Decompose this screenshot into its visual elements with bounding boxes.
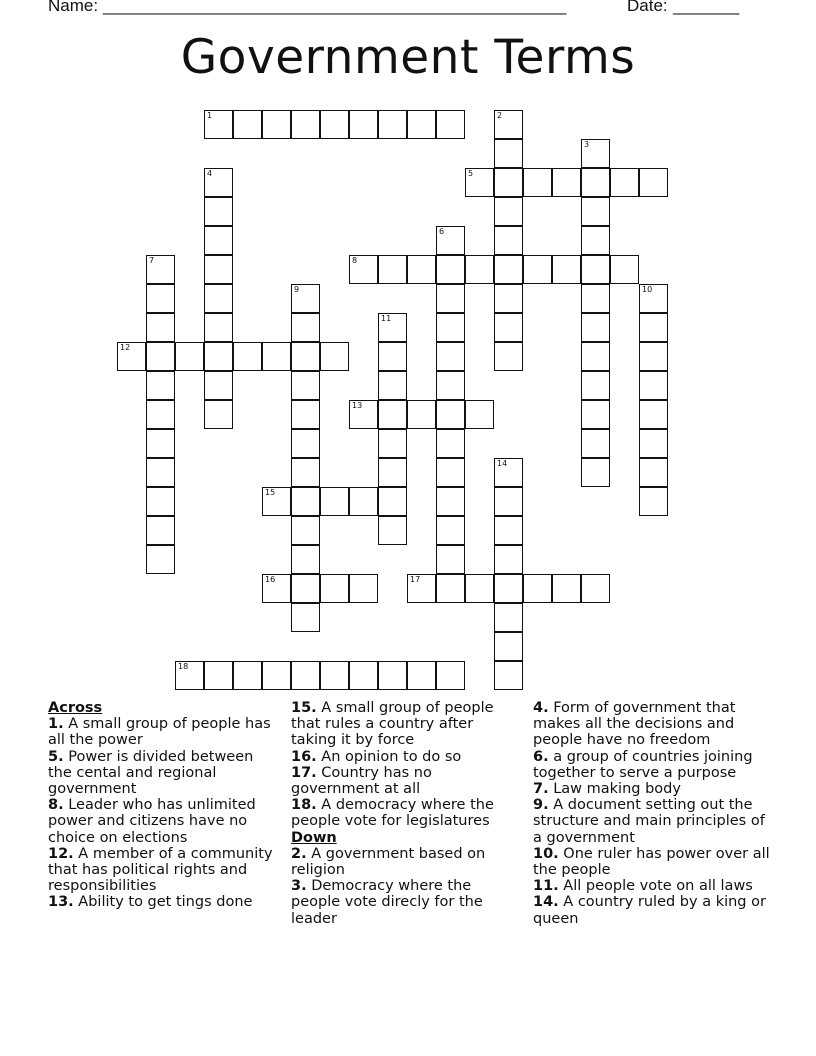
grid-cell[interactable]	[291, 574, 320, 603]
clue-number: 2.	[291, 845, 307, 862]
down-clue-list-continued	[533, 700, 773, 927]
date-label: Date:	[627, 0, 668, 15]
grid-cell[interactable]	[204, 661, 233, 690]
grid-cell[interactable]	[436, 255, 465, 284]
grid-cell[interactable]	[291, 342, 320, 371]
grid-cell[interactable]	[581, 400, 610, 429]
cell-number: 15	[265, 488, 276, 497]
grid-cell[interactable]	[581, 371, 610, 400]
grid-cell[interactable]	[610, 168, 639, 197]
grid-cell[interactable]	[494, 255, 523, 284]
cell-number: 12	[120, 343, 131, 352]
clue-item	[291, 878, 521, 927]
clue-number: 3.	[291, 878, 307, 895]
grid-cell[interactable]	[204, 168, 233, 197]
clue-number: 11.	[533, 878, 559, 895]
clue-item	[533, 781, 773, 797]
grid-cell[interactable]	[349, 574, 378, 603]
grid-cell[interactable]	[233, 661, 262, 690]
cell-number: 11	[381, 314, 392, 323]
clue-number: 8.	[48, 797, 64, 814]
grid-cell[interactable]	[436, 545, 465, 574]
grid-cell[interactable]	[436, 458, 465, 487]
grid-cell[interactable]	[320, 342, 349, 371]
clue-item	[48, 846, 278, 895]
grid-cell[interactable]	[581, 139, 610, 168]
grid-cell[interactable]	[204, 110, 233, 139]
grid-cell[interactable]	[494, 574, 523, 603]
grid-cell[interactable]	[262, 487, 291, 516]
grid-cell[interactable]	[436, 400, 465, 429]
grid-cell[interactable]	[146, 371, 175, 400]
grid-cell[interactable]	[378, 110, 407, 139]
clue-number: 15.	[291, 700, 317, 716]
grid-cell[interactable]	[494, 110, 523, 139]
grid-cell[interactable]	[291, 284, 320, 313]
grid-cell[interactable]	[378, 400, 407, 429]
grid-cell[interactable]	[262, 574, 291, 603]
grid-cell[interactable]	[291, 110, 320, 139]
grid-cell[interactable]	[320, 110, 349, 139]
clue-number: 18.	[291, 797, 317, 814]
grid-cell[interactable]	[378, 313, 407, 342]
cell-number: 3	[584, 140, 590, 149]
grid-cell[interactable]	[146, 487, 175, 516]
grid-cell[interactable]	[639, 342, 668, 371]
grid-cell[interactable]	[291, 313, 320, 342]
down-clue-list	[291, 846, 521, 927]
grid-cell[interactable]	[407, 110, 436, 139]
grid-cell[interactable]	[552, 574, 581, 603]
clue-item	[48, 797, 278, 846]
grid-cell[interactable]	[175, 661, 204, 690]
clue-item	[533, 797, 773, 846]
grid-cell[interactable]	[436, 516, 465, 545]
clue-number: 6.	[533, 748, 549, 765]
cell-number: 18	[178, 662, 189, 671]
grid-cell[interactable]	[291, 458, 320, 487]
grid-cell[interactable]	[581, 313, 610, 342]
grid-cell[interactable]	[523, 574, 552, 603]
grid-cell[interactable]	[320, 487, 349, 516]
grid-cell[interactable]	[291, 371, 320, 400]
clue-item	[48, 894, 278, 910]
grid-cell[interactable]	[436, 284, 465, 313]
cell-number: 17	[410, 575, 421, 584]
grid-cell[interactable]	[146, 313, 175, 342]
grid-cell[interactable]	[494, 226, 523, 255]
clues-column-1	[48, 700, 278, 911]
clue-number: 16.	[291, 748, 317, 765]
grid-cell[interactable]	[349, 487, 378, 516]
grid-cell[interactable]	[465, 168, 494, 197]
clue-item	[291, 749, 521, 765]
grid-cell[interactable]	[436, 110, 465, 139]
clue-text: All people vote on all laws	[558, 878, 753, 895]
grid-cell[interactable]	[204, 400, 233, 429]
clue-text: A document setting out the structure and main principles of a government	[533, 797, 765, 846]
down-heading: Down	[291, 829, 337, 846]
grid-cell[interactable]	[436, 574, 465, 603]
across-heading: Across	[48, 700, 103, 716]
grid-cell[interactable]	[233, 110, 262, 139]
cell-number: 14	[497, 459, 508, 468]
grid-cell[interactable]	[494, 284, 523, 313]
grid-cell[interactable]	[639, 284, 668, 313]
clue-text: A democracy where the people vote for legislatures	[291, 797, 494, 830]
clue-item	[533, 894, 773, 926]
grid-cell[interactable]	[639, 429, 668, 458]
grid-cell[interactable]	[436, 226, 465, 255]
grid-cell[interactable]	[204, 342, 233, 371]
clue-number: 12.	[48, 845, 74, 862]
grid-cell[interactable]	[639, 458, 668, 487]
grid-cell[interactable]	[146, 516, 175, 545]
grid-cell[interactable]	[494, 458, 523, 487]
grid-cell[interactable]	[204, 284, 233, 313]
grid-cell[interactable]	[639, 168, 668, 197]
cell-number: 9	[294, 285, 300, 294]
grid-cell[interactable]	[552, 255, 581, 284]
across-clue-list-continued	[291, 700, 521, 830]
clue-text: A small group of people that rules a country after taking it by force	[291, 700, 494, 749]
grid-cell[interactable]	[436, 342, 465, 371]
clue-number: 7.	[533, 781, 549, 798]
clue-text: An opinion to do so	[316, 748, 462, 765]
grid-cell[interactable]	[494, 487, 523, 516]
cell-number: 4	[207, 169, 213, 178]
clues-column-2	[291, 700, 521, 927]
cell-number: 10	[642, 285, 653, 294]
cell-number: 5	[468, 169, 474, 178]
grid-cell[interactable]	[436, 487, 465, 516]
grid-cell[interactable]	[494, 197, 523, 226]
grid-cell[interactable]	[494, 139, 523, 168]
clue-text: A government based on religion	[291, 845, 486, 879]
grid-cell[interactable]	[349, 110, 378, 139]
grid-cell[interactable]	[639, 313, 668, 342]
clue-item	[291, 700, 521, 749]
grid-cell[interactable]	[320, 661, 349, 690]
grid-cell[interactable]	[146, 342, 175, 371]
grid-cell[interactable]	[465, 255, 494, 284]
page-title: Government Terms	[180, 30, 636, 85]
grid-cell[interactable]	[204, 371, 233, 400]
across-clue-list	[48, 716, 278, 910]
grid-cell[interactable]	[204, 255, 233, 284]
clue-number: 13.	[48, 894, 74, 911]
clue-text: One ruler has power over all the people	[533, 845, 770, 879]
grid-cell[interactable]	[581, 168, 610, 197]
grid-cell[interactable]	[407, 255, 436, 284]
grid-cell[interactable]	[436, 429, 465, 458]
grid-cell[interactable]	[291, 487, 320, 516]
grid-cell[interactable]	[639, 487, 668, 516]
clue-text: a group of countries joining together to serve a purpose	[533, 748, 753, 781]
grid-cell[interactable]	[407, 400, 436, 429]
clue-text: A country ruled by a king or queen	[533, 894, 766, 927]
clue-item	[533, 846, 773, 878]
clue-text: Democracy where the people vote direcly for the leader	[291, 878, 483, 927]
clue-item	[533, 878, 773, 894]
clue-item	[291, 765, 521, 797]
cell-number: 16	[265, 575, 276, 584]
clue-item	[48, 716, 278, 748]
grid-cell[interactable]	[581, 342, 610, 371]
grid-cell[interactable]	[320, 574, 349, 603]
grid-cell[interactable]	[494, 603, 523, 632]
cell-number: 6	[439, 227, 445, 236]
clue-item	[291, 846, 521, 878]
grid-cell[interactable]	[523, 255, 552, 284]
grid-cell[interactable]	[436, 371, 465, 400]
clue-item	[48, 749, 278, 798]
grid-cell[interactable]	[233, 342, 262, 371]
grid-cell[interactable]	[581, 284, 610, 313]
grid-cell[interactable]	[610, 255, 639, 284]
clue-number: 14.	[533, 894, 559, 911]
grid-cell[interactable]	[291, 603, 320, 632]
cell-number: 1	[207, 111, 213, 120]
grid-cell[interactable]	[494, 632, 523, 661]
clue-number: 4.	[533, 700, 549, 716]
grid-cell[interactable]	[262, 342, 291, 371]
clue-text: Law making body	[548, 781, 681, 798]
grid-cell[interactable]	[581, 255, 610, 284]
grid-cell[interactable]	[581, 226, 610, 255]
cell-number: 13	[352, 401, 363, 410]
clue-item	[533, 749, 773, 781]
clue-text: Ability to get tings done	[73, 894, 253, 911]
grid-cell[interactable]	[552, 168, 581, 197]
clue-number: 9.	[533, 797, 549, 814]
clue-text: Power is divided between the cental and regional government	[48, 748, 254, 798]
clue-item	[291, 797, 521, 829]
grid-cell[interactable]	[204, 197, 233, 226]
name-line[interactable]: _________________________________________________	[103, 0, 567, 15]
clue-number: 1.	[48, 716, 64, 733]
grid-cell[interactable]	[494, 313, 523, 342]
grid-cell[interactable]	[639, 371, 668, 400]
grid-cell[interactable]	[378, 661, 407, 690]
grid-cell[interactable]	[436, 661, 465, 690]
grid-cell[interactable]	[146, 284, 175, 313]
grid-cell[interactable]	[146, 429, 175, 458]
grid-cell[interactable]	[581, 458, 610, 487]
cell-number: 8	[352, 256, 358, 265]
grid-cell[interactable]	[291, 400, 320, 429]
grid-cell[interactable]	[291, 545, 320, 574]
grid-cell[interactable]	[581, 429, 610, 458]
clue-text: A small group of people has all the power	[48, 716, 271, 749]
clue-number: 17.	[291, 764, 317, 781]
grid-cell[interactable]	[494, 661, 523, 690]
clue-text: Country has no government at all	[291, 764, 432, 798]
grid-cell[interactable]	[378, 342, 407, 371]
grid-cell[interactable]	[581, 197, 610, 226]
grid-cell[interactable]	[436, 313, 465, 342]
grid-cell[interactable]	[291, 661, 320, 690]
grid-cell[interactable]	[349, 255, 378, 284]
clue-text: Form of government that makes all the decisions and people have no freedom	[533, 700, 736, 749]
grid-cell[interactable]	[581, 574, 610, 603]
grid-cell[interactable]	[204, 313, 233, 342]
grid-cell[interactable]	[146, 545, 175, 574]
grid-cell[interactable]	[639, 400, 668, 429]
grid-cell[interactable]	[378, 458, 407, 487]
clue-text: A member of a community that has political rights and responsibilities	[48, 845, 273, 895]
grid-cell[interactable]	[494, 516, 523, 545]
grid-cell[interactable]	[494, 545, 523, 574]
grid-cell[interactable]	[407, 661, 436, 690]
grid-cell[interactable]	[523, 168, 552, 197]
grid-cell[interactable]	[494, 168, 523, 197]
clue-text: Leader who has unlimited power and citizens have no choice on elections	[48, 797, 256, 846]
grid-cell[interactable]	[349, 661, 378, 690]
grid-cell[interactable]	[378, 255, 407, 284]
grid-cell[interactable]	[465, 574, 494, 603]
cell-number: 2	[497, 111, 503, 120]
name-label: Name:	[48, 0, 99, 15]
grid-cell[interactable]	[291, 516, 320, 545]
grid-cell[interactable]	[146, 458, 175, 487]
cell-number: 7	[149, 256, 155, 265]
grid-cell[interactable]	[175, 342, 204, 371]
grid-cell[interactable]	[378, 487, 407, 516]
grid-cell[interactable]	[407, 574, 436, 603]
grid-cell[interactable]	[146, 400, 175, 429]
grid-cell[interactable]	[465, 400, 494, 429]
grid-cell[interactable]	[291, 429, 320, 458]
clue-number: 10.	[533, 845, 559, 862]
grid-cell[interactable]	[204, 226, 233, 255]
grid-cell[interactable]	[117, 342, 146, 371]
grid-cell[interactable]	[378, 429, 407, 458]
grid-cell[interactable]	[349, 400, 378, 429]
clue-item	[533, 700, 773, 749]
grid-cell[interactable]	[262, 110, 291, 139]
grid-cell[interactable]	[494, 342, 523, 371]
grid-cell[interactable]	[146, 255, 175, 284]
grid-cell[interactable]	[378, 516, 407, 545]
grid-cell[interactable]	[378, 371, 407, 400]
clues-column-3	[533, 700, 773, 927]
date-line[interactable]: _______	[673, 0, 740, 15]
grid-cell[interactable]	[262, 661, 291, 690]
clue-number: 5.	[48, 748, 64, 765]
